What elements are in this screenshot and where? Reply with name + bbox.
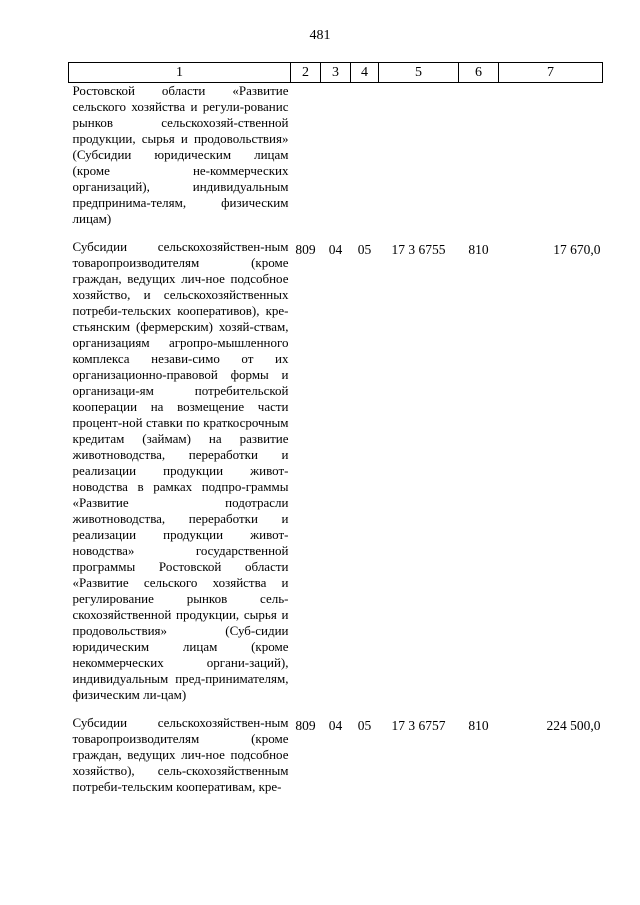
row-description: Субсидии сельскохозяйствен-ным товаропроизводителям (кроме граждан, ведущих лич-ное подсобное хозяйство), сель-скохозяйственным потреби-тельским кооперативам, кре- — [72, 715, 289, 794]
row-spacer — [69, 703, 603, 715]
column-header: 1 — [69, 63, 291, 83]
amount: 224 500,0 — [546, 718, 601, 733]
expense-type-code — [459, 83, 499, 228]
section-code: 04 — [328, 718, 343, 733]
amount — [499, 83, 603, 228]
table-header-row — [69, 63, 603, 83]
row-description: Субсидии сельскохозяйствен-ным товаропроизводителям (кроме граждан, ведущих лич-ное подсобное хозяйство, и сельскохозяйственных потреби-тельских кооперативов), кре-стьянским (фермерским) хозяй-ствам, организациям агропро-мышленного комплекса незави-симо от их организационно-правовой формы и организаци-ям потребительской кооперации на возмещение части процент-ной ставки по краткосрочным кредитам (займам) на развитие животноводства, переработки и реализации продукции живот-новодства в рамках подпро-граммы «Развитие подотрасли животноводства, переработки и реализации продукции живот-новодства» государственной программы Ростовской области «Развитие сельского хозяйства и регулирование рынков сель-скохозяйственной продукции, сырья и продовольствия» (Суб-сидии юридическим лицам (кроме некоммерческих органи-заций), индивидуальным пред-принимателям, физическим ли-цам) — [72, 239, 289, 702]
subsection-code: 05 — [357, 242, 372, 257]
ministry-code: 809 — [295, 242, 316, 257]
column-header: 6 — [459, 63, 499, 83]
target-article-code: 17 3 6755 — [391, 242, 446, 257]
ministry-code: 809 — [295, 718, 316, 733]
column-header: 3 — [321, 63, 351, 83]
column-header: 5 — [379, 63, 459, 83]
table-row — [69, 83, 603, 228]
subsection-code: 05 — [357, 718, 372, 733]
section-code: 04 — [328, 242, 343, 257]
section-code — [321, 83, 351, 228]
budget-table — [68, 62, 603, 795]
target-article-code — [379, 83, 459, 228]
column-header: 2 — [291, 63, 321, 83]
column-header: 4 — [351, 63, 379, 83]
expense-type-code: 810 — [468, 242, 489, 257]
table-row — [69, 239, 603, 703]
amount: 17 670,0 — [553, 242, 601, 257]
subsection-code — [351, 83, 379, 228]
row-spacer — [69, 227, 603, 239]
page-number: 481 — [309, 28, 331, 43]
expense-type-code: 810 — [468, 718, 489, 733]
row-description: Ростовской области «Развитие сельского хозяйства и регули-рованис рынков сельскохозяй-ственной продукции, сырья и продовольствия» (Субсидии юридическим лицам (кроме не-коммерческих организаций), индивидуальным предпринима-телям, физическим лицам) — [72, 83, 289, 226]
column-header: 7 — [499, 63, 603, 83]
target-article-code: 17 3 6757 — [391, 718, 446, 733]
table-row — [69, 715, 603, 795]
ministry-code — [291, 83, 321, 228]
